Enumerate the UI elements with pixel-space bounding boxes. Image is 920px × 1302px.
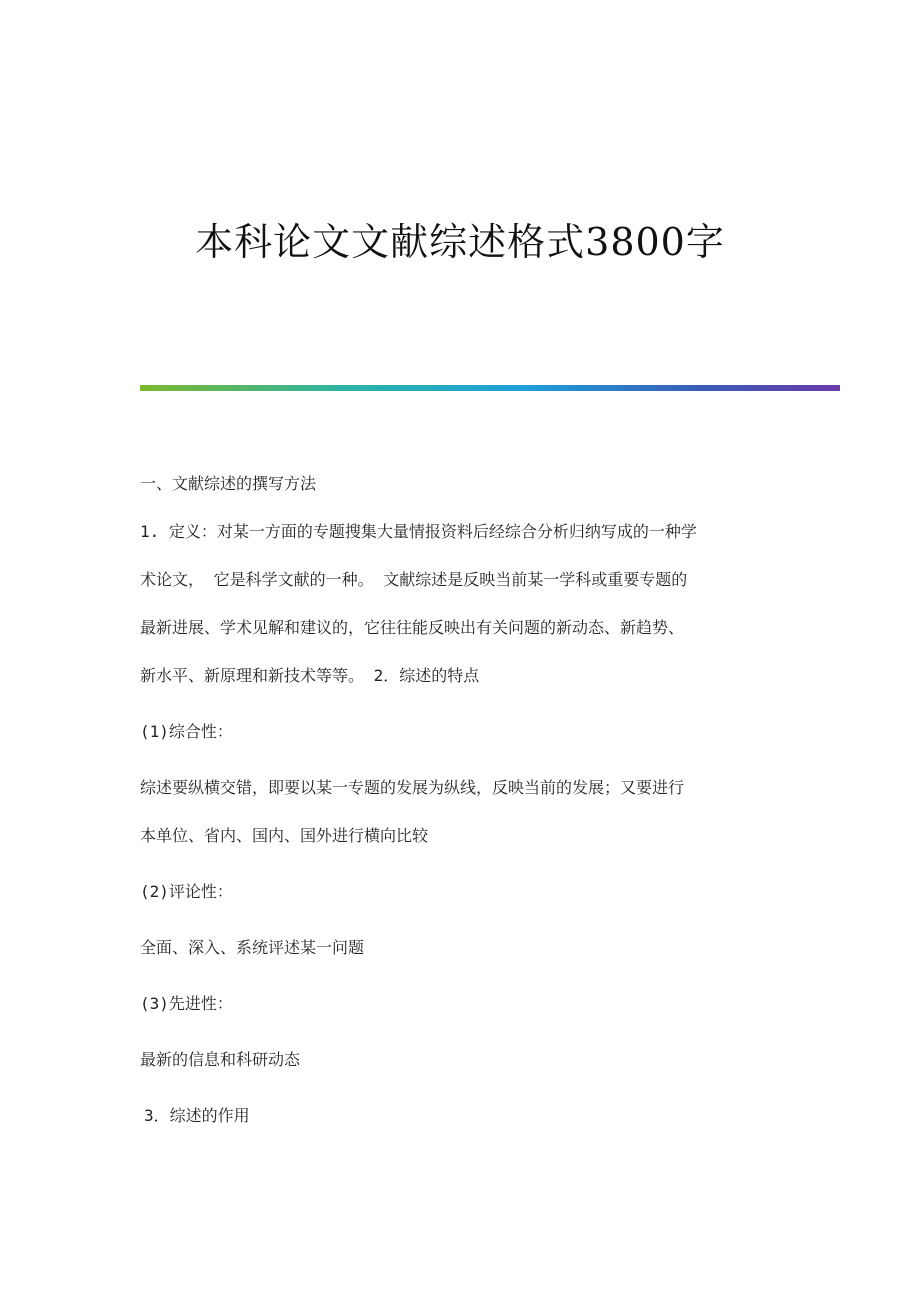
paragraph-line: 综述要纵横交错，即要以某一专题的发展为纵线，反映当前的发展；又要进行 — [140, 778, 685, 797]
subheading: (2)评论性： — [140, 882, 233, 901]
subheading: (3)先进性： — [140, 994, 233, 1013]
paragraph-line: 最新进展、学术见解和建议的，它往往能反映出有关问题的新动态、新趋势、 — [140, 618, 685, 637]
paragraph-line: 新水平、新原理和新技术等等。 2．综述的特点 — [140, 666, 480, 685]
section-heading: 3．综述的作用 — [144, 1106, 250, 1125]
document-body — [140, 470, 780, 1130]
paragraph-line: 本单位、省内、国内、国外进行横向比较 — [140, 826, 429, 845]
title-divider — [140, 385, 840, 391]
paragraph-line: 1. 定义：对某一方面的专题搜集大量情报资料后经综合分析归纳写成的一种学 — [140, 522, 697, 541]
paragraph-line: 术论文， 它是科学文献的一种。 文献综述是反映当前某一学科或重要专题的 — [140, 570, 688, 589]
paragraph-line: 全面、深入、系统评述某一问题 — [140, 938, 365, 957]
paragraph-line: 最新的信息和科研动态 — [140, 1050, 301, 1069]
page-title: 本科论文文献综述格式3800字 — [195, 220, 725, 264]
section-heading: 一、文献综述的撰写方法 — [140, 474, 317, 493]
subheading: (1)综合性： — [140, 722, 233, 741]
